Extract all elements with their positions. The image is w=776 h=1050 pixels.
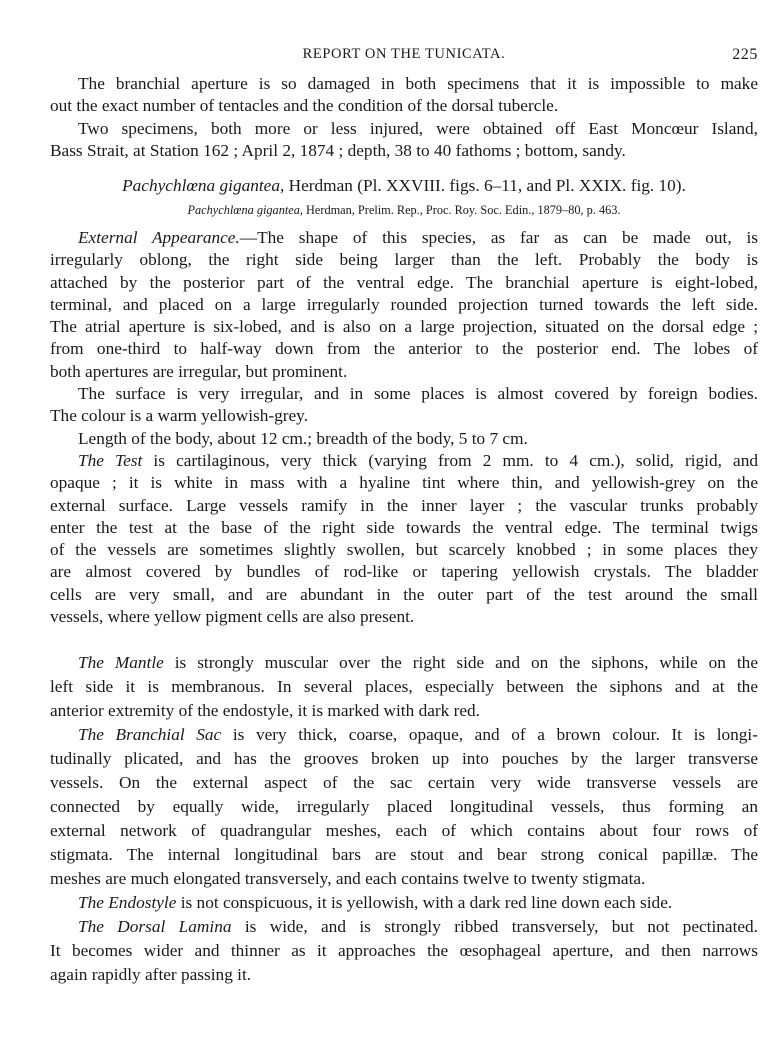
line-text: is wide, and is strongly ribbed transversely, but not pectinated. <box>231 917 758 936</box>
text-line <box>50 795 758 819</box>
line-text: stigmata. The internal longitudinal bars are stout and bear strong conical papillæ. The <box>50 845 758 864</box>
text-line <box>50 606 758 628</box>
paragraph-lead: The Branchial Sac <box>78 725 222 744</box>
line-text: Length of the body, about 12 cm.; breadth of the body, 5 to 7 cm. <box>78 428 528 448</box>
text-line <box>50 272 758 294</box>
text-line <box>50 316 758 338</box>
line-text: is strongly muscular over the right side and on the siphons, while on the <box>163 653 758 672</box>
text-line <box>50 338 758 360</box>
line-text: meshes are much elongated transversely, and each contains twelve to twenty stigmata. <box>50 869 646 888</box>
species-authority: Herdman (Pl. XXVIII. figs. 6–11, and Pl. XXIX. fig. 10). <box>284 176 686 195</box>
paragraph-lead: The Dorsal Lamina <box>78 917 232 936</box>
text-line <box>50 963 758 987</box>
paragraph-lead: The Mantle <box>78 653 164 672</box>
text-line <box>50 361 758 383</box>
line-text: anterior extremity of the endostyle, it is marked with dark red. <box>50 701 480 720</box>
text-line <box>50 517 758 539</box>
text-line <box>50 867 758 891</box>
description-upper <box>50 227 758 628</box>
line-text: is not conspicuous, it is yellowish, with a dark red line down each side. <box>176 893 673 912</box>
text-line <box>50 651 758 675</box>
line-text: opaque ; it is white in mass with a hyaline tint where thin, and yellowish-grey on the <box>50 473 758 493</box>
line-text: Two specimens, both more or less injured, were obtained off East Moncœur Island, <box>78 118 758 138</box>
text-line <box>50 140 758 162</box>
text-line <box>50 249 758 271</box>
text-line <box>50 561 758 583</box>
line-text: The branchial aperture is so damaged in both specimens that it is impossible to make <box>78 74 758 93</box>
text-line <box>50 915 758 939</box>
line-text: from one-third to half-way down from the anterior to the posterior end. The lobes of <box>50 339 758 359</box>
text-line <box>50 891 758 915</box>
text-line <box>50 539 758 561</box>
text-line <box>50 95 758 117</box>
line-text: connected by equally wide, irregularly placed longitudinal vessels, thus forming an <box>50 797 758 816</box>
citation-name: Pachychlœna gigantea, <box>187 203 303 217</box>
text-line <box>50 699 758 723</box>
line-text: The surface is very irregular, and in some places is almost covered by foreign bodies. <box>78 384 758 404</box>
text-line <box>50 118 758 140</box>
line-text: cells are very small, and are abundant in the outer part of the test around the small <box>50 584 758 604</box>
citation <box>50 203 758 218</box>
line-text: are almost covered by bundles of rod-like or tapering yellowish crystals. The bladder <box>50 562 758 582</box>
text-line <box>50 495 758 517</box>
species-heading <box>50 176 758 196</box>
text-line <box>50 227 758 249</box>
line-text: both apertures are irregular, but prominent. <box>50 361 348 381</box>
text-line <box>50 428 758 450</box>
line-text: of the vessels are sometimes slightly swollen, but scarcely knobbed ; in some places they <box>50 540 758 560</box>
description-lower <box>50 651 758 987</box>
species-name: Pachychlœna gigantea, <box>122 176 285 195</box>
line-text: is cartilaginous, very thick (varying from 2 mm. to 4 cm.), solid, rigid, and <box>142 450 758 470</box>
running-header <box>50 46 758 68</box>
line-text: The colour is a warm yellowish-grey. <box>50 406 309 426</box>
intro-text <box>50 73 758 162</box>
line-text: external surface. Large vessels ramify in the inner layer ; the vascular trunks probably <box>50 495 758 515</box>
line-text: Bass Strait, at Station 162 ; April 2, 1874 ; depth, 38 to 40 fathoms ; bottom, sandy. <box>50 140 626 160</box>
line-text: It becomes wider and thinner as it approaches the œsophageal aperture, and then narrows <box>50 941 758 960</box>
line-text: enter the test at the base of the right side towards the ventral edge. The terminal twigs <box>50 517 758 537</box>
text-line <box>50 771 758 795</box>
text-line <box>50 405 758 427</box>
line-text: left side it is membranous. In several places, especially between the siphons and at the <box>50 677 758 696</box>
text-line <box>50 939 758 963</box>
citation-ref: Herdman, Prelim. Rep., Proc. Roy. Soc. Edin., 1879–80, p. 463. <box>302 203 621 217</box>
paragraph-lead: External Appearance. <box>78 228 240 247</box>
running-title: REPORT ON THE TUNICATA. <box>302 46 506 62</box>
text-line <box>50 294 758 316</box>
page-number: 225 <box>732 46 758 63</box>
text-line <box>50 747 758 771</box>
text-line <box>50 73 758 95</box>
line-text: tudinally plicated, and has the grooves broken up into pouches by the larger transverse <box>50 749 758 768</box>
text-line <box>50 450 758 472</box>
line-text: is very thick, coarse, opaque, and of a brown colour. It is longi- <box>221 725 758 744</box>
text-line <box>50 819 758 843</box>
text-line <box>50 584 758 606</box>
text-line <box>50 472 758 494</box>
paragraph-lead: The Test <box>78 450 143 470</box>
text-line <box>50 675 758 699</box>
line-text: —The shape of this species, as far as can be made out, is <box>239 228 758 247</box>
text-line <box>50 843 758 867</box>
line-text: vessels. On the external aspect of the sac certain very wide transverse vessels are <box>50 773 758 792</box>
line-text: attached by the posterior part of the ventral edge. The branchial aperture is eight-lobed, <box>50 272 758 292</box>
paragraph-lead: The Endostyle <box>78 893 177 912</box>
line-text: irregularly oblong, the right side being larger than the left. Probably the body is <box>50 250 758 270</box>
text-line <box>50 723 758 747</box>
line-text: The atrial aperture is six-lobed, and is also on a large projection, situated on the dorsal edge ; <box>50 317 758 337</box>
line-text: external network of quadrangular meshes, each of which contains about four rows of <box>50 821 758 840</box>
text-line <box>50 383 758 405</box>
line-text: terminal, and placed on a large irregularly rounded projection turned towards the left side. <box>50 294 758 314</box>
line-text: again rapidly after passing it. <box>50 965 252 984</box>
line-text: vessels, where yellow pigment cells are also present. <box>50 607 415 627</box>
line-text: out the exact number of tentacles and the condition of the dorsal tubercle. <box>50 96 559 116</box>
